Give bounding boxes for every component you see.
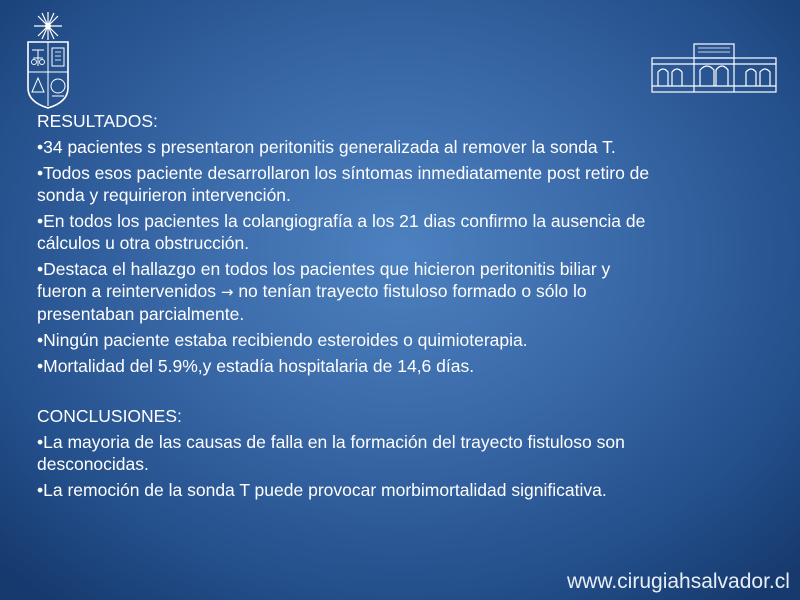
slide-content	[37, 110, 777, 501]
conclusions-bullet-2: •La remoción de la sonda T puede provocar morbimortalidad significativa.	[37, 480, 607, 500]
results-bullet-3: •En todos los pacientes la colangiografía a los 21 dias confirmo la ausencia de cálculos u otra obstrucción.	[37, 211, 646, 253]
building-facade-icon	[650, 40, 778, 96]
section-spacer	[37, 377, 777, 405]
results-bullet-1: •34 pacientes s presentaron peritonitis generalizada al remover la sonda T.	[37, 137, 616, 157]
university-crest-icon	[22, 10, 74, 110]
conclusions-bullet-1: •La mayoria de las causas de falla en la formación del trayecto fistuloso son desconocidas.	[37, 432, 625, 474]
results-heading: RESULTADOS:	[37, 111, 158, 131]
results-bullet-4: •Destaca el hallazgo en todos los pacientes que hicieron peritonitis biliar y fueron a reintervenidos → no tenían trayecto fistuloso formado o sólo lo presentaban parcialmente.	[37, 259, 611, 324]
results-bullet-6: •Mortalidad del 5.9%,y estadía hospitalaria de 14,6 días.	[37, 356, 475, 376]
footer-url[interactable]: www.cirugiahsalvador.cl	[567, 570, 790, 593]
conclusions-heading: CONCLUSIONES:	[37, 406, 182, 426]
right-arrow-icon: →	[220, 283, 234, 301]
results-bullet-2: •Todos esos paciente desarrollaron los síntomas inmediatamente post retiro de sonda y requirieron intervención.	[37, 163, 650, 205]
results-bullet-5: •Ningún paciente estaba recibiendo esteroides o quimioterapia.	[37, 330, 528, 350]
